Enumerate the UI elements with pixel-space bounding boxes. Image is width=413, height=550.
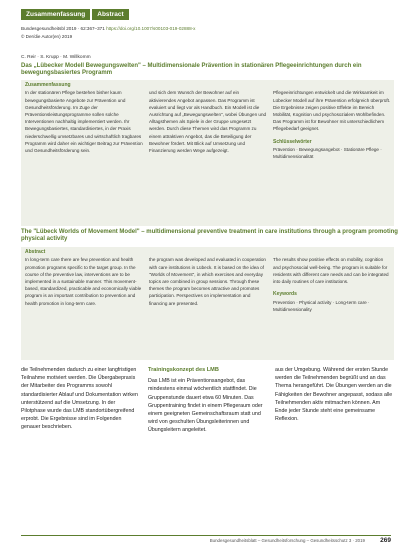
- german-abstract-box: [21, 80, 394, 226]
- body-col-2: [148, 366, 266, 532]
- citation-line: [21, 25, 381, 33]
- body-col-1: [21, 366, 139, 532]
- german-col-3: [273, 82, 391, 224]
- page-number: 269: [380, 537, 391, 544]
- authors: C. Reir · S. Krupp · M. Willkomm: [21, 55, 91, 60]
- german-title: Das „Lübecker Modell Bewegungswelten" – Multidimensionale Prävention in stationären Pflegeeinrichtungen durch ein bewegungsbasiertes Programm: [21, 63, 362, 77]
- body-text-2: Das LMB ist ein Präventionsangebot, das mindestens einmal wöchentlich stattfindet. Die Gruppenstunde dauert etwa 60 Minuten. Das Gruppentraining findet in einem Pflegeraum oder einem geeigneten Gemeinschaftsraum statt und wird von geschulten Übungsleiterinnen und Übungsleitern angeleitet.: [148, 378, 263, 434]
- tab-abstract: Abstract: [92, 9, 128, 20]
- german-text-2: und sich dem Wunsch der Bewohner auf ein aktivierendes Angebot anpassen. Das Programm ist evaluiert und liegt vor als Handbuch. Ein Modell ist die Ausrichtung auf „Bewegungswelten", wobei Übungen und Alltagsthemen als Spiele in der Gruppe umgesetzt werden. Durch diese Themen wird das Programm zu einem attraktiven Angebot, das die Beteiligung der Bewohner fördert. Mit Blick auf Umsetzung und Finanzierung werden Wege aufgezeigt.: [149, 90, 267, 154]
- english-keywords: Prevention · Physical activity · Long-term care · Multidimensionality: [273, 299, 370, 312]
- english-section-head: Abstract: [25, 249, 46, 255]
- english-text-2: the program was developed and evaluated in cooperation with care institutions in Lübeck. It is based on the idea of "Worlds of Movement", in which exercises and everyday topics are combined in group sessions. Through these themes the program becomes attractive and promotes participation. Perspectives on implementation and financing are presented.: [149, 257, 266, 306]
- copyright-line: © Der/die Autor(en) 2019: [21, 33, 73, 39]
- german-keywords: Prävention · Bewegungsangebot · Stationäre Pflege · Multidimensionalität: [273, 147, 382, 160]
- german-text-3: Pflegeeinrichtungen entwickelt und die Wirksamkeit im Lübecker Modell auf ihre Prävention erfolgreich überprüft. Die Ergebnisse zeigen positive Effekte im Bereich Mobilität, Kognition und psychosozialem Wohlbefinden. Das Programm ist für Bewohner mit unterschiedlichem Pflegebedarf geeignet.: [273, 90, 391, 132]
- body-text-1: die Teilnehmenden dadurch zu einer langfristigen Teilnahme motiviert werden. Die Übergabepraxis der Mitarbeiter des Programms sowohl standardisierter Ablauf und Dokumentation wirken unterstützend auf die Umsetzung. In der Pilotphase wurde das LMB standortübergreifend erprobt. Die Ergebnisse sind im Folgenden genauer beschrieben.: [21, 367, 138, 431]
- english-abstract-box: [21, 247, 394, 360]
- english-text-1: In long-term care there are few prevention and health promotion programs specific to the target group. In the course of the preventive law, interventions are to be implemented in a sustainable manner. This movement-based, standardized, practicable and economically viable program is an important contribution to prevention and health promotion in long-term care.: [25, 257, 142, 306]
- english-title: The "Lübeck Worlds of Movement Model" – multidimensional preventive treatment in care institutions through a program promoting physical activity: [21, 229, 398, 243]
- journal-name: Bundesgesundheitsblatt – Gesundheitsforschung – Gesundheitsschutz 3 · 2019: [209, 538, 365, 543]
- english-text-3: The results show positive effects on mobility, cognition and psychosocial well-being. The program is suitable for residents with different care needs and can be integrated into daily routines of care institutions.: [273, 257, 389, 284]
- article-meta: [21, 25, 381, 40]
- section-heading-lmb: Trainingskonzept des LMB: [148, 367, 219, 373]
- body-col-3: [275, 366, 393, 532]
- doi-link[interactable]: https://doi.org/10.1007/s00103-019-02888-x: [106, 26, 196, 31]
- german-section-head: Zusammenfassung: [25, 82, 71, 88]
- english-keywords-head: Keywords: [273, 291, 297, 298]
- german-keywords-head: Schlüsselwörter: [273, 138, 312, 145]
- german-col-1: [25, 82, 143, 224]
- german-text-1: In der stationären Pflege bestehen bisher kaum bewegungsbasierte Angebote zur Prävention und Gesundheitsförderung. Im Zuge der Präventionsleistungsprogramme sollen solche Interventionen nachhaltig implementiert werden. Ihr Bewegungsbasiertes, standardisiertes, in der Praxis niederschwellig umsetzbares und wirtschaftlich tragbares Programm wird daher ein wichtiger Beitrag zur Prävention und Gesundheitsförderung sein.: [25, 90, 143, 154]
- body-text-3: aus der Umgebung. Während der ersten Stunde werden die Teilnehmenden begrüßt und an das Thema herangeführt. Die Übungen werden an die Fähigkeiten der Bewohner angepasst, sodass alle Teilnehmenden aktiv mitmachen können. Am Ende jeder Stunde steht eine gemeinsame Reflexion.: [275, 367, 393, 423]
- english-col-2: [149, 249, 267, 358]
- tab-zusammenfassung: Zusammenfassung: [21, 9, 90, 20]
- english-col-3: [273, 249, 391, 358]
- page-footer: [21, 535, 391, 545]
- header-bar: [21, 9, 131, 20]
- citation: Bundesgesundheitsbl 2019 · 62:367–371: [21, 26, 105, 31]
- english-col-1: [25, 249, 143, 358]
- german-col-2: [149, 82, 267, 224]
